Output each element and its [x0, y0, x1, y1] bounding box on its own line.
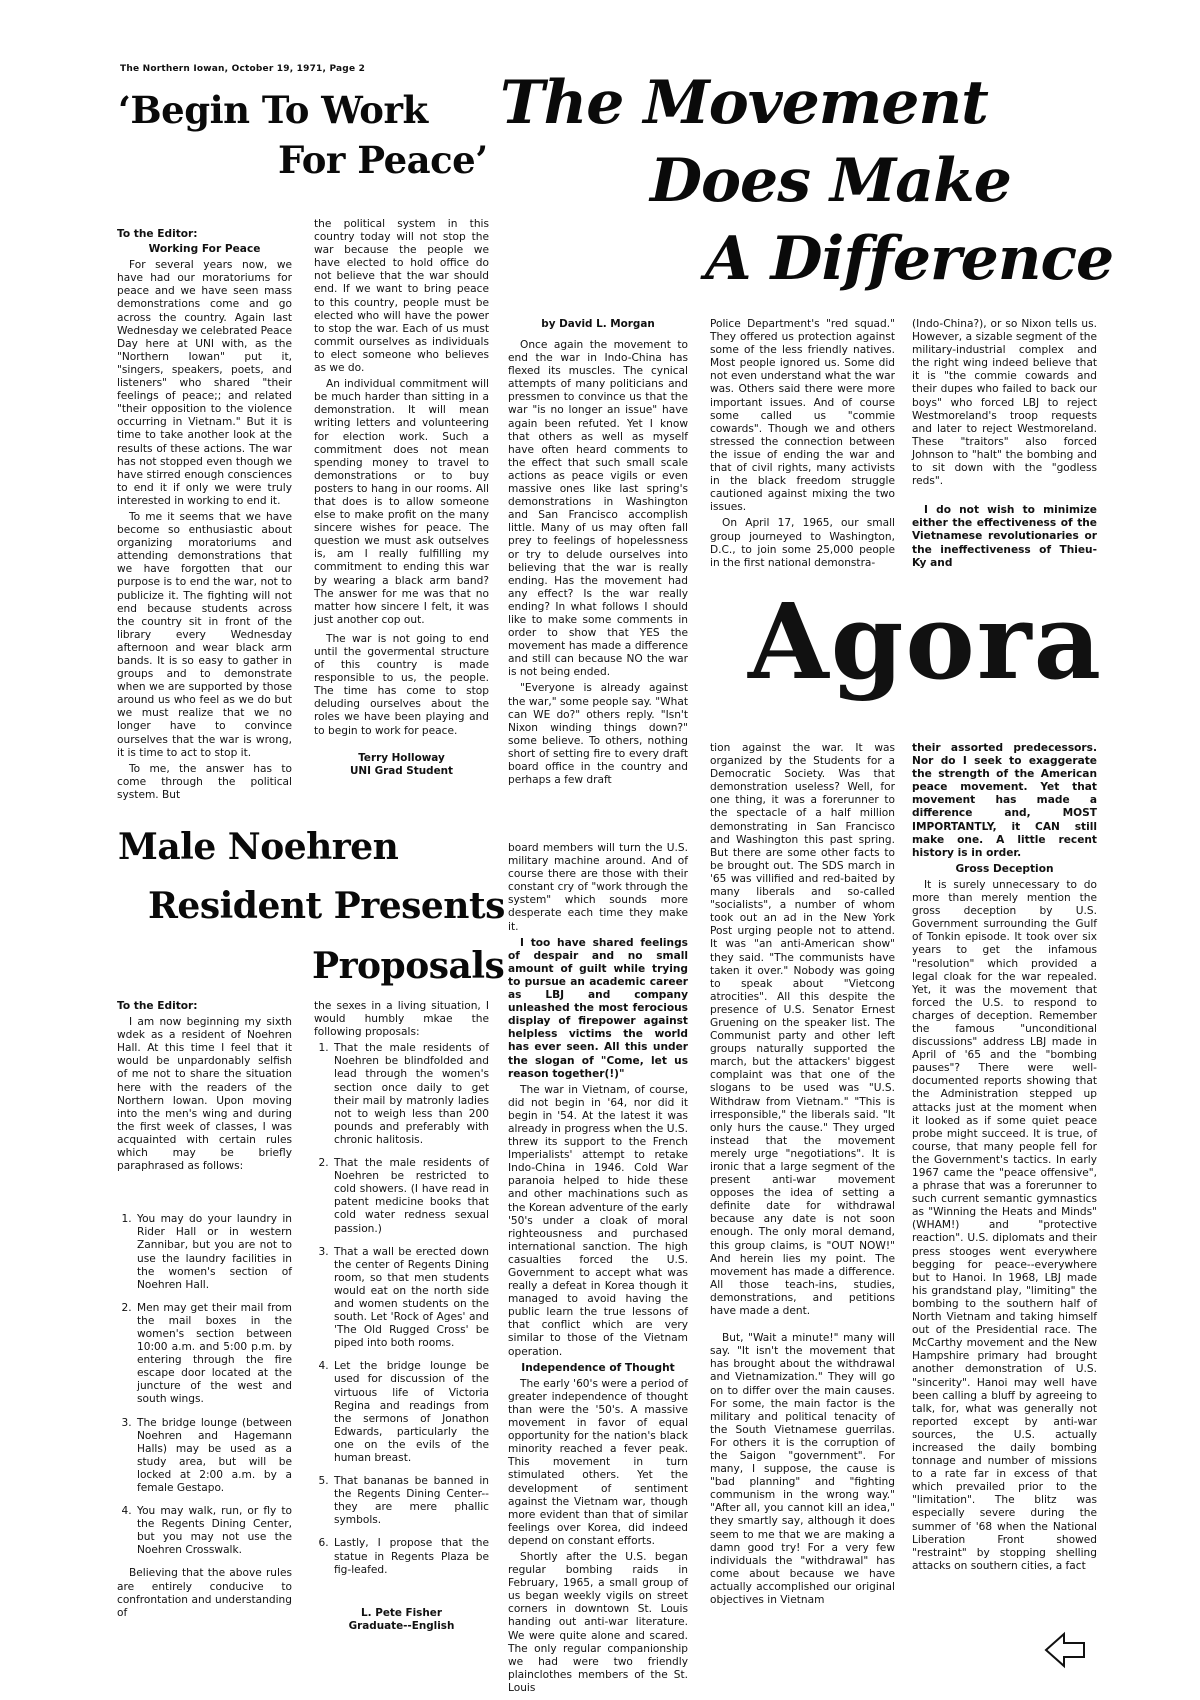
- letter2-col2: [314, 1000, 489, 1633]
- movement-paragraph: Once again the movement to end the war in Indo-China has flexed its muscles. The cynical attempts of many politicians and pressmen to convince us that the war "is no longer an issue" have again been refuted. Yet I know that others as well as myself have often heard comments to the effect that such small scale actions as peace vigils or even massive ones like last spring's demonstrations in Washington and San Francisco accomplish little. Many of us may often fall prey to feelings of hopelessness or try to delude ourselves into believing that the war is really ending. Has the movement had any effect? Is the war really ending? In what follows I should like to make some comments in order to show that YES the movement has made a difference and still can because NO the war is not being ended.: [508, 339, 688, 679]
- movement-byline: by David L. Morgan: [541, 318, 655, 330]
- headline-begin-line2: For Peace’: [278, 138, 488, 182]
- letter1-col1: [117, 228, 292, 805]
- headline-movement-line2: Does Make: [650, 146, 1011, 216]
- headline-male-line3: Proposals: [312, 945, 505, 987]
- letter2-salutation: To the Editor:: [117, 1000, 198, 1012]
- letter2-signature: [314, 1607, 489, 1633]
- movement-bold-paragraph: I do not wish to minimize either the effectiveness of the Vietnamese revolutionaries or the ineffectiveness of Thieu-Ky and: [912, 504, 1097, 569]
- letter2-rule: 1. You may do your laundry in Rider Hall or in western Zannibar, but you are not to use the laundry facilities in the women's section of Noehren Hall.: [135, 1213, 292, 1292]
- letter1-paragraph: For several years now, we have had our moratoriums for peace and we have seen mass demonstrations come and go across the country. Again last Wednesday we celebrated Peace Day here at UNI with, as the "Northern Iowan" put it, "singers, speakers, poets, and listeners" who shared "their feelings of peace;; and related "their opposition to the violence occurring in Vietnam." But it is time to take another look at the results of these actions. The war has not stopped even though we have stirred enough consciences to end it if only we were truly interested in working to end it.: [117, 259, 292, 507]
- letter2-col1: [117, 1000, 292, 1623]
- headline-begin-line1: ‘Begin To Work: [118, 88, 428, 132]
- movement-col3-top: [508, 318, 688, 790]
- movement-subhead-gross-deception: Gross Deception: [955, 862, 1054, 875]
- letter2-proposal: 2. That the male residents of Noehren be restricted to cold showers. (I have read in patent medicine books that cold water redness sexual passion.): [332, 1157, 489, 1236]
- movement-paragraph: On April 17, 1965, our small group journeyed to Washington, D.C., to join some 25,000 people in the first national demonstra-: [710, 517, 895, 569]
- movement-col4-top: [710, 318, 895, 573]
- headline-male-line1: Male Noehren: [118, 826, 399, 868]
- letter2-rule: 3. The bridge lounge (between Noehren and Hagemann Halls) may be used as a study area, but will be locked at 2:00 a.m. by a female Gestapo.: [135, 1417, 292, 1496]
- letter1-sig-title: UNI Grad Student: [349, 764, 454, 777]
- headline-movement-line1: The Movement: [500, 68, 988, 138]
- letter1-paragraph: the political system in this country today will not stop the war because the people we have elected to hold office do not believe that the war should end. If we want to bring peace to this country, people must be elected who will have the power to stop the war. Each of us must commit ourselves as individuals to elect someone who believes as we do.: [314, 218, 489, 375]
- letter1-salutation: To the Editor:: [117, 228, 198, 240]
- letter2-rule: 4. You may walk, run, or fly to the Regents Dining Center, but you may not use the Noehren Crosswalk.: [135, 1505, 292, 1557]
- movement-paragraph: tion against the war. It was organized by the Students for a Democratic Society. Was that demonstration useless? Well, for one thing, it was a forerunner to the spectacle of a half million demonstrating in San Francisco and Washington this past spring. But there are some other facts to be brought out. The SDS march in '65 was villified and red-baited by many liberals and so-called "socialists", a number of whom took out an ad in the New York Post urging people not to attend. It was "an anti-American show" they said. "The communists have taken it over." Nobody was going to speak about "Vietcong atrocities". All this despite the presence of U.S. Senator Ernest Gruening on the speaker list. The Communist party and other left groups naturally supported the march, but the attackers' biggest complaint was that one of the slogans to be used was "U.S. Withdraw from Vietnam." "This is irresponsible," the liberals said. "It only hurs the cause." They urged instead that the movement merely urge "negotiations". It is ironic that a large segment of the present anti-war movement opposes the idea of setting a definite date for withdrawal because any date is not soon enough. The only moral demand, this group claims, is "OUT NOW!" And herein lies my point. The movement has made a difference. All those teach-ins, studies, demonstrations, and petitions have made a dent.: [710, 742, 895, 1318]
- letter1-paragraph: To me, the answer has to come through the political system. But: [117, 762, 292, 801]
- movement-col5-bottom: [912, 742, 1097, 1576]
- letter2-intro: I am now beginning my sixth wdek as a resident of Noehren Hall. At this time I feel that it would be unpardonably selfish of me not to share the situation here with the readers of the Northern Iowan. Upon moving into the men's wing and during the first week of classes, I was acquainted with certain rules which may be briefly paraphrased as follows:: [117, 1016, 292, 1173]
- movement-bold-paragraph: I too have shared feelings of despair and no small amount of guilt while trying to pursue an academic career as LBJ and company unleashed the most ferocious display of firepower against helpless victims the world has ever seen. All this under the slogan of "Come, let us reason together(!)": [508, 936, 688, 1080]
- letter2-closing: Believing that the above rules are entirely conducive to confrontation and understanding of: [117, 1567, 292, 1619]
- letter2-proposal: 1. That the male residents of Noehren be blindfolded and lead through the women's section once daily to get their mail by matronly ladies not to weigh less than 200 pounds and preferably with chronic halitosis.: [332, 1042, 489, 1147]
- movement-paragraph: (Indo-China?), or so Nixon tells us. However, a sizable segment of the military-industrial complex and the right wing indeed believe that it is "the commie cowards and their dupes who failed to back our boys" who forced LBJ to reject Westmoreland's troop requests and later to reject Westmoreland. These "traitors" also forced Johnson to "halt" the bombing and to sit down with the "godless reds".: [912, 318, 1097, 488]
- letter2-rule: 2. Men may get their mail from the mail boxes in the women's section between 10:00 a.m. and 5:00 p.m. by entering through the fire escape door located at the juncture of the west and south wings.: [135, 1302, 292, 1407]
- letter1-col2: [314, 218, 489, 778]
- movement-paragraph: The war in Vietnam, of course, did not begin in '64, nor did it begin in '54. At the latest it was already in progress when the U.S. threw its support to the French Imperialists' attempt to retake Indo-China in 1946. Cold War paranoia helped to hide these and other machinations such as the Korean adventure of the early '50's under a cloak of moral righteousness and purchased international sanction. The high casualties forced the U.S. Government to accept what was really a defeat in Korea though it managed to avoid having the public learn the true lessons of that conflict which are very similar to those of the Vietnam operation.: [508, 1083, 688, 1358]
- letter1-paragraph: An individual commitment will be much harder than sitting in a demonstration. It will mean writing letters and volunteering for election work. Such a commitment does not mean spending money to travel to demonstrations or to buy posters to hang in our rooms. All that does is to allow someone else to make profit on the many sincere wishes for peace. The question we must ask outselves is, am I really fulfilling my commitment to ending this war by wearing a black arm band? The answer for me was that no matter how sincere I felt, it was just another cop out.: [314, 378, 489, 626]
- letter2-sig-title: Graduate--English: [348, 1619, 455, 1632]
- movement-paragraph: board members will turn the U.S. military machine around. And of course there are those with their constant cry of "work through the system" which sounds more desperate each time they make it.: [508, 842, 688, 933]
- movement-paragraph: "Everyone is already against the war," some people say. "What can WE do?" others reply. "Isn't Nixon winding things down?" some believe. To others, nothing short of setting fire to every draft board office in the country and perhaps a few draft: [508, 682, 688, 787]
- letter1-paragraph: The war is not going to end until the govermental structure of this country is made responsible to us, the people. The time has come to stop deluding ourselves about the roles we have been playing and to begin to work for peace.: [314, 632, 489, 737]
- movement-paragraph: Shortly after the U.S. began regular bombing raids in February, 1965, a small group of us began weekly vigils on street corners in downtown St. Louis handing out anti-war literature. We were quite alone and scared. The only regular companionship we had were two friendly plainclothes members of the St. Louis: [508, 1550, 688, 1694]
- movement-subhead-independence: Independence of Thought: [521, 1361, 675, 1374]
- letter2-proposal: 3. That a wall be erected down the center of Regents Dining room, so that men students would eat on the north side and women students on the south. Let 'Rock of Ages' and 'The Old Rugged Cross' be piped into both rooms.: [332, 1246, 489, 1351]
- letter2-proposal: 6. Lastly, I propose that the statue in Regents Plaza be fig-leafed.: [332, 1537, 489, 1576]
- letter1-sig-name: Terry Holloway: [358, 751, 445, 764]
- letter1-signature: [314, 752, 489, 778]
- movement-col4-bottom: [710, 742, 895, 1610]
- movement-col3-bottom: [508, 842, 688, 1698]
- letter2-sig-name: L. Pete Fisher: [361, 1606, 442, 1619]
- movement-paragraph: The early '60's were a period of greater independence of thought than were the '50's. A massive movement in favor of equal opportunity for the nation's black minority reached a fever peak. This movement in turn stimulated others. Yet the development of sentiment against the Vietnam war, though more evident than that of similar feelings over Korea, did indeed depend on constant efforts.: [508, 1377, 688, 1547]
- movement-col5-top: [912, 318, 1097, 573]
- page-folio: The Northern Iowan, October 19, 1971, Page 2: [120, 64, 366, 74]
- agora-title: Agora: [748, 580, 1103, 703]
- movement-bold-paragraph: their assorted predecessors. Nor do I seek to exaggerate the strength of the American peace movement. Yet that movement has made a difference and, MOST IMPORTANTLY, it CAN still make one. A little recent history is in order.: [912, 742, 1097, 859]
- letter2-col2-intro: the sexes in a living situation, I would humbly mkae the following proposals:: [314, 1000, 489, 1039]
- movement-paragraph: Police Department's "red squad." They offered us protection against some of the less friendly natives. Most people ignored us. Some did not even understand what the war was. Others said there were more important issues. And of course some called us "commie cowards". Though we and others stressed the connection between the issue of ending the war and that of civil rights, many activists in the black freedom struggle cautioned against mixing the two issues.: [710, 318, 895, 514]
- letter1-subhead: Working For Peace: [148, 243, 261, 256]
- movement-paragraph: But, "Wait a minute!" many will say. "It isn't the movement that has brought about the withdrawal and Vietnamization." They will go on to differ over the main causes. For some, the main factor is the military and political tenacity of the South Vietnamese guerrilas. For others it is the corruption of the Saigon "government". For many, I suppose, the cause is "bad planning" and "fighting communism in the wrong way." "After all, you cannot kill an idea," they smartly say, although it does seem to me that we are making a damn good try! For a very few individuals the "withdrawal" has come about because we have actually accomplished our original objectives in Vietnam: [710, 1332, 895, 1606]
- headline-movement-line3: A Difference: [705, 224, 1114, 294]
- movement-paragraph: It is surely unnecessary to do more than merely mention the gross deception by U.S. Government surrounding the Gulf of Tonkin episode. It took over six years to get the infamous "resolution" which provided a legal cloak for the war repealed. Yet, it was the movement that forced the U.S. to respond to charges of deception. Remember the famous "unconditional discussions" address LBJ made in April of '65 and the "bombing pauses"? There were well-documented reports showing that the Administration stepped up attacks just at the moment when it looked as if some quiet peace probe might succeed. It is true, of course, that many people fell for the Government's tactics. In early 1967 came the "peace offensive", a phrase that was a forerunner to such current semantic gymnastics as "Winning the Heats and Minds" (WHAM!) and "protective reaction". U.S. diplomats and their press stooges went everywhere begging for peace--everywhere but to Hanoi. In 1968, LBJ made his grandstand play, "limiting" the bombing to the southern half of North Vietnam and taking himself out of the Presidential race. The McCarthy movement and the New Hampshire primary had brought another demonstration of U.S. "sincerity". Hanoi may well have been calling a bluff by agreeing to talk, for, what was generally not reported except by anti-war sources, the U.S. actually increased the daily bombing tonnage and number of missions to a rate far in excess of that which prevailed prior to the "limitation". The blitz was especially severe during the summer of '68 when the National Liberation Front showed "restraint" by stopping shelling attacks on southern cities, a fact: [912, 878, 1097, 1572]
- letter2-proposal: 5. That bananas be banned in the Regents Dining Center-- they are mere phallic symbols.: [332, 1475, 489, 1527]
- letter1-paragraph: To me it seems that we have become so enthusiastic about organizing moratoriums and attending demonstrations that we have forgotten that our purpose is to end the war, not to publicize it. The fighting will not end because students across the country sit in front of the library every Wednesday afternoon and wear black arm bands. It is so easy to gather in groups and to demonstrate when we are supported by those around us who feel as we do but we must realize that we no longer have to convince ourselves that the war is wrong, it is time to act to stop it.: [117, 510, 292, 759]
- headline-male-line2: Resident Presents: [148, 885, 505, 927]
- continued-arrow-icon: [1042, 1630, 1088, 1670]
- letter2-proposal: 4. Let the bridge lounge be used for discussion of the virtuous life of Victoria Regina and readings from the sermons of Jonathon Edwards, particularly the one on the evils of the human breast.: [332, 1360, 489, 1465]
